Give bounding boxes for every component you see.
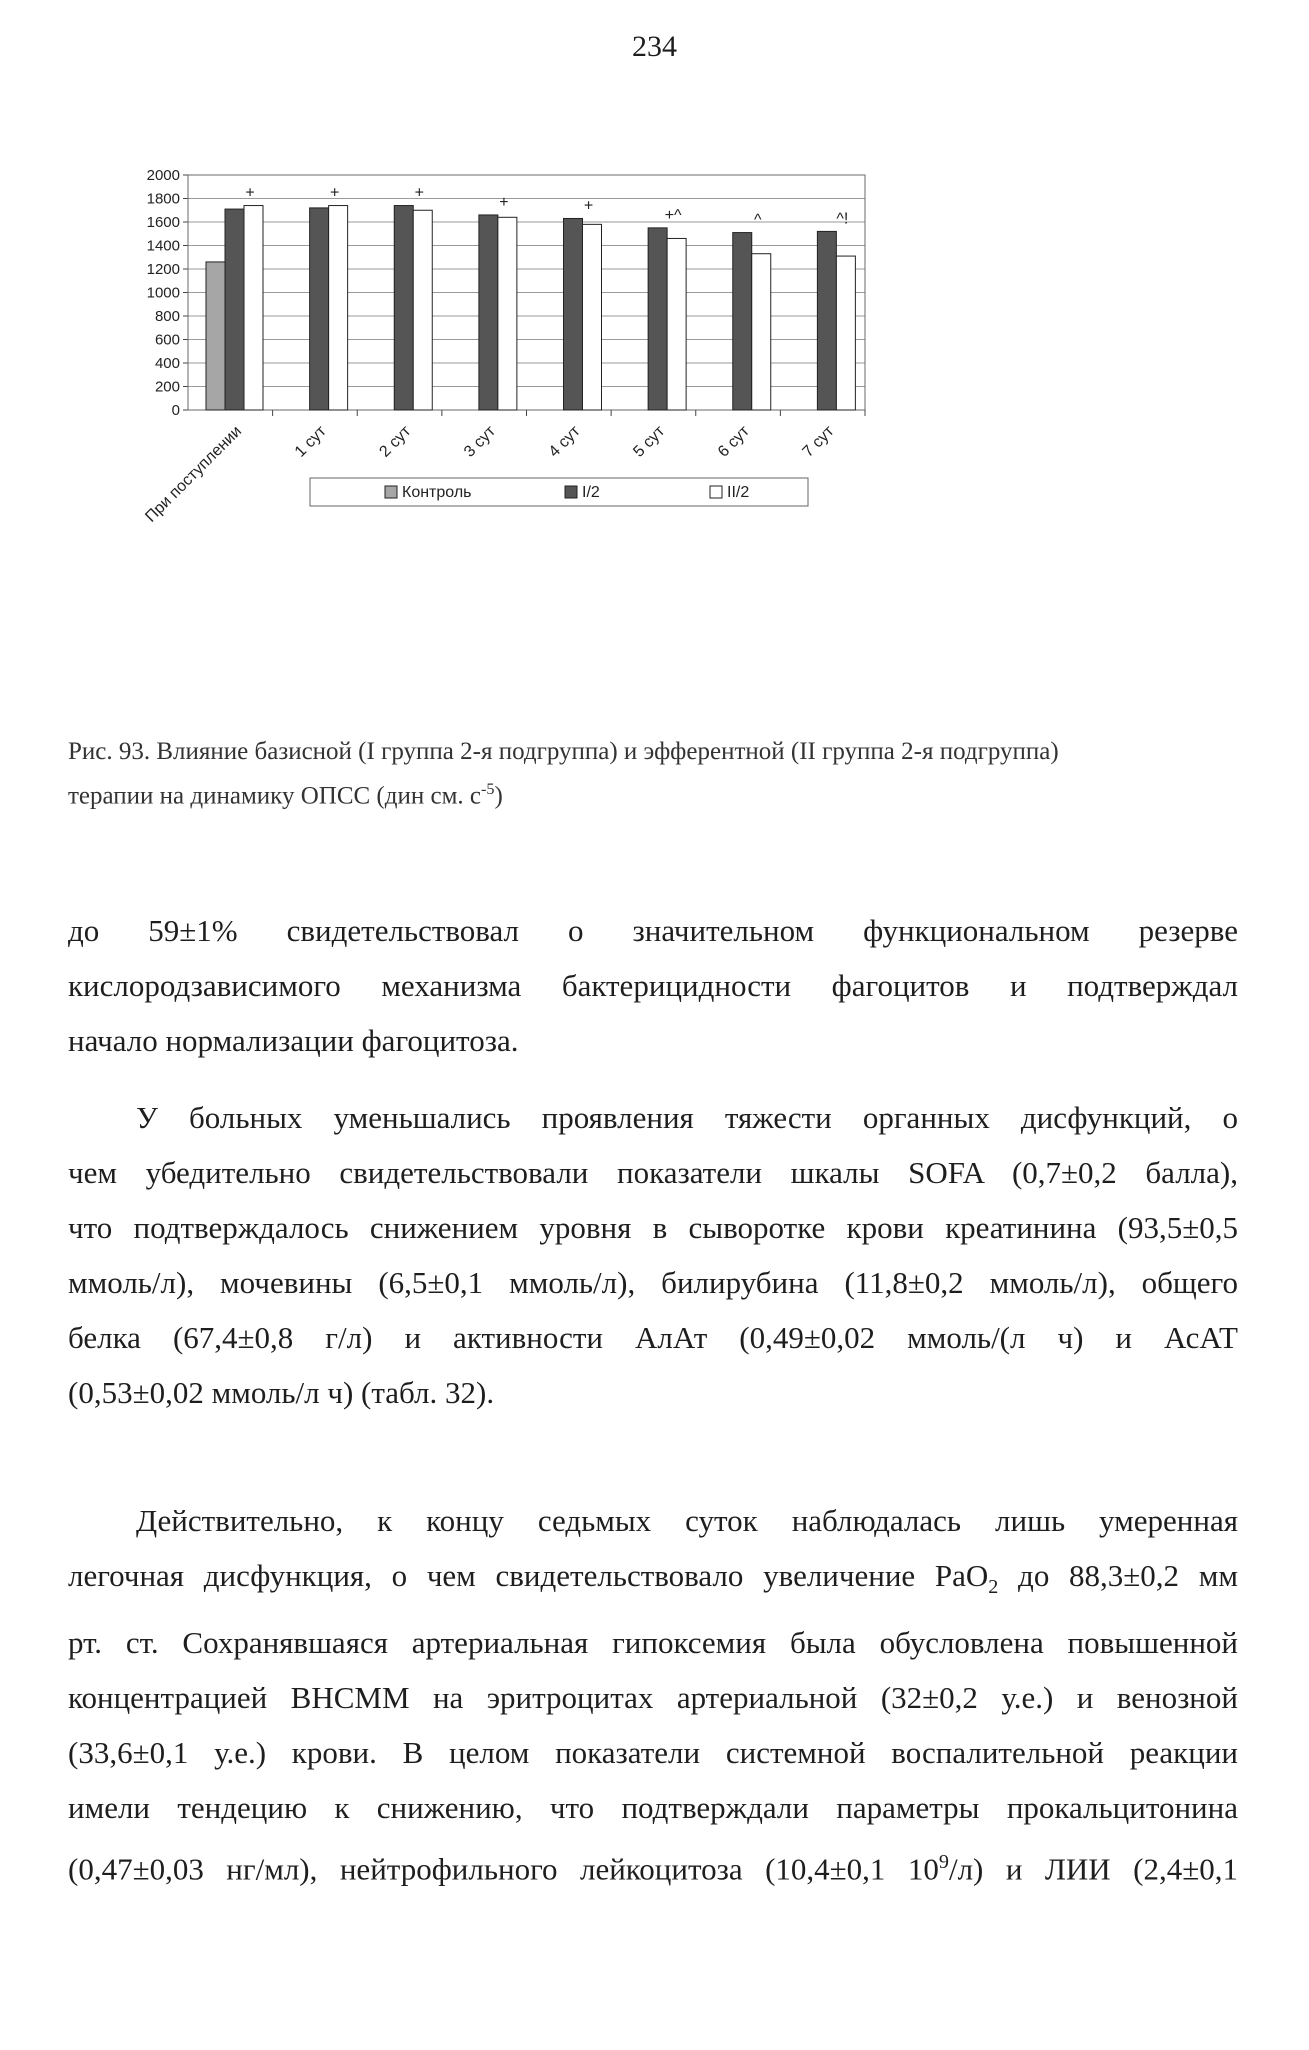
text-line: (0,53±0,02 ммоль/л ч) (табл. 32).	[68, 1375, 495, 1410]
y-tick-label: 400	[154, 355, 180, 372]
bar-I/2	[733, 233, 752, 410]
text-line: белка (67,4±0,8 г/л) и активности АлАт (0,49±0,02 ммоль/(л ч) и АсАТ	[68, 1320, 1238, 1355]
y-tick-label: 1200	[146, 261, 180, 278]
paragraph-2	[68, 1090, 1238, 1420]
caption-line-2	[68, 780, 1248, 810]
bar-II/2	[836, 256, 855, 410]
text-line: концентрацией ВНСММ на эритроцитах артериальной (32±0,2 у.е.) и венозной	[68, 1680, 1238, 1716]
text-line: до 59±1% свидетельствовал о значительном функциональном резерве	[68, 913, 1238, 948]
bar-II/2	[413, 210, 432, 410]
bar-I/2	[310, 208, 329, 410]
text-part: легочная дисфункция, о чем свидетельствовало увеличение PaO	[68, 1558, 989, 1593]
text-line: чем убедительно свидетельствовали показатели шкалы SOFA (0,7±0,2 балла),	[68, 1155, 1238, 1190]
text-part: до 88,3±0,2 мм	[998, 1558, 1238, 1593]
x-tick-label: 2 сут	[376, 422, 415, 461]
significance-mark: ^!	[836, 210, 849, 228]
text-line	[68, 1835, 1238, 1896]
legend-swatch	[710, 486, 722, 498]
text-line: ммоль/л), мочевины (6,5±0,1 ммоль/л), билирубина (11,8±0,2 ммоль/л), общего	[68, 1265, 1238, 1300]
y-tick-label: 800	[154, 308, 180, 325]
x-tick-label: 3 сут	[461, 422, 500, 461]
bar-I/2	[648, 228, 667, 410]
bar-chart	[120, 160, 1140, 720]
text-line: (33,6±0,1 у.е.) крови. В целом показатели системной воспалительной реакции	[68, 1735, 1238, 1771]
text-part: (0,47±0,03 нг/мл), нейтрофильного лейкоцитоза (10,4±0,1 10	[68, 1851, 939, 1887]
significance-mark: +	[329, 184, 340, 202]
paragraph-3	[68, 1493, 1238, 1897]
text-line: кислородзависимого механизма бактерицидности фагоцитов и подтверждал	[68, 968, 1238, 1003]
y-tick-label: 1600	[146, 214, 180, 231]
y-tick-label: 1400	[146, 237, 180, 255]
x-tick-label: При поступлении	[142, 422, 246, 526]
text-line	[68, 1548, 1238, 1615]
x-tick-label: 6 сут	[714, 422, 753, 461]
bar-I/2	[394, 206, 413, 410]
page-number: 234	[632, 30, 677, 63]
superscript: 9	[938, 1851, 949, 1874]
x-tick-label: 1 сут	[291, 422, 330, 461]
legend-swatch	[385, 486, 397, 498]
bar-II/2	[583, 224, 602, 410]
y-tick-label: 1800	[146, 190, 180, 208]
bar-II/2	[498, 217, 517, 410]
bar-I/2	[479, 215, 498, 410]
y-tick-label: 200	[154, 378, 180, 396]
legend-swatch	[565, 486, 577, 498]
text-line: начало нормализации фагоцитоза.	[68, 1023, 519, 1058]
x-tick-label: 4 сут	[545, 422, 584, 461]
caption-line-1: Рис. 93. Влияние базисной (I группа 2-я подгруппа) и эфферентной (II группа 2-я подгруппа)	[68, 738, 1059, 765]
significance-mark: +	[583, 197, 594, 215]
y-tick-label: 0	[171, 402, 180, 419]
text-line: У больных уменьшались проявления тяжести органных дисфункций, о	[136, 1100, 1238, 1135]
bar-II/2	[244, 206, 263, 410]
legend-label: Контроль	[402, 484, 472, 501]
y-tick-label: 1000	[146, 284, 180, 302]
bar-II/2	[667, 238, 686, 410]
bar-Контроль	[206, 262, 225, 410]
caption-superscript: -5	[481, 780, 495, 798]
text-line: Действительно, к концу седьмых суток наблюдалась лишь умеренная	[136, 1503, 1238, 1538]
significance-mark: +	[499, 193, 509, 211]
legend-label: II/2	[727, 484, 750, 501]
text-line: рт. ст. Сохранявшаяся артериальная гипоксемия была обусловлена повышенной	[68, 1625, 1238, 1661]
text-line: имели тендецию к снижению, что подтверждали параметры прокальцитонина	[68, 1790, 1238, 1826]
text-part: /л) и ЛИИ (2,4±0,1	[948, 1851, 1238, 1887]
caption-line-2-end: )	[494, 782, 503, 810]
text-line: что подтверждалось снижением уровня в сыворотке крови креатинина (93,5±0,5	[68, 1210, 1238, 1245]
significance-mark: +^	[664, 206, 682, 224]
significance-mark: +	[414, 184, 424, 202]
bar-II/2	[329, 206, 348, 410]
bar-I/2	[564, 218, 583, 410]
significance-mark: +	[245, 184, 255, 202]
bar-II/2	[752, 254, 771, 410]
bar-I/2	[817, 231, 836, 410]
subscript: 2	[988, 1576, 999, 1599]
significance-mark: ^	[753, 211, 762, 229]
caption-line-2-text: терапии на динамику ОПСС (дин см. с	[68, 782, 481, 810]
y-tick-label: 2000	[146, 167, 180, 184]
x-tick-label: 5 сут	[630, 422, 669, 461]
bar-I/2	[225, 209, 244, 410]
figure-caption	[68, 738, 1248, 810]
x-tick-label: 7 сут	[799, 422, 838, 461]
legend-label: I/2	[582, 484, 600, 501]
paragraph-1	[68, 903, 1238, 1068]
y-tick-label: 600	[154, 331, 180, 349]
